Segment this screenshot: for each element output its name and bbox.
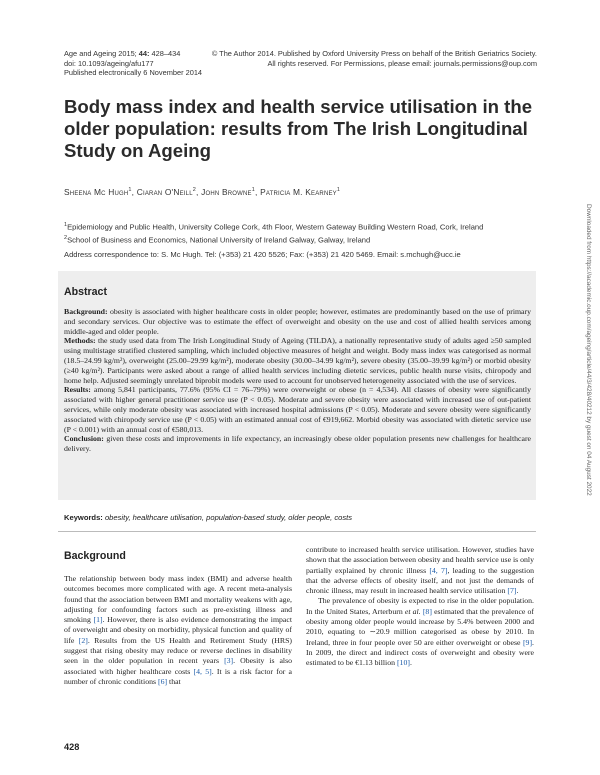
abstract-section [64,434,531,454]
copyright-block [212,49,537,68]
body-paragraph [64,574,292,687]
body-text: . In 2009, the direct and indirect costs of overweight and obesity were estimated to be €1.13 billion [306,637,534,668]
body-text: that [167,676,181,686]
body-text: et al. [404,606,421,616]
author-name: Patricia M. Kearney [260,187,337,197]
affiliation-line [64,220,483,233]
abstract-section-label: Conclusion: [64,434,104,444]
citation-link[interactable]: [3] [224,656,234,666]
keywords [64,513,531,522]
abstract-section [64,336,531,385]
affiliation-text: School of Business and Economics, National University of Ireland Galway, Galway, Ireland [67,235,371,245]
doi[interactable]: doi: 10.1093/ageing/afu177 [64,58,154,68]
author-name: John Browne [201,187,252,197]
body-text: . [516,586,519,596]
journal-citation-block [64,49,202,78]
author-name: Ciaran O'Neill [136,187,193,197]
abstract-section [64,307,531,336]
citation-link[interactable]: [1] [93,615,103,625]
correspondence: Address correspondence to: S. Mc Hugh. Tel: (+353) 21 420 5526; Fax: (+353) 21 420 5469. Email: s.mchugh@ucc.ie [64,250,461,259]
author-list: Sheena Mc Hugh$^1$, Ciaran O'Neill$^2$, John Browne$^1$, Patricia M. Kearney$^1$ [64,187,341,197]
body-paragraph [306,545,534,596]
body-text: contribute to increased health service utilisation. However, studies have shown that the association between obesity and health service use is only partially explained by chronic illness [306,545,535,575]
body-text: The prevalence of obesity is expected to rise in the older population. In the United States, Arterburn [306,596,534,616]
abstract-section-text: the study used data from The Irish Longitudinal Study of Ageing (TILDA), a nationally representative study of adults aged ≥50 sampled using multistage stratified clustered sampling, which included objective measures of height and weight. Body mass index was categorised as normal (18.5–24.99 kg/m²), overweight (25.00–29.99 kg/m²), moderate obesity (30.00–34.99 kg/m²), severe obesity (35.00–39.99 kg/m²) or morbid obesity (≥40 kg/m²). Participants were asked about a range of allied health services including dietetic services, public health nurse visits, chiropody and home help. Adjusted seemingly unrelated biprobit models were used to account for unobserved heterogeneity associated with the use of services. [64,336,531,385]
rights: All rights reserved. For Permissions, please email: journals.permissions@oup.com [267,58,537,68]
citation-link[interactable]: [2] [78,635,88,645]
body-text: . Results from the US Health and Retirement Study (HRS) suggest that rising obesity may reduce or reverse declines in disability seen in the older population in recent years [64,635,292,666]
divider [58,531,536,532]
affiliation-line [64,233,483,246]
body-paragraph [306,596,534,668]
affiliation-mark: 1 [64,222,68,228]
citation-link[interactable]: [4, 7] [429,565,448,575]
citation-link[interactable]: [8] [422,606,432,616]
author-name: Sheena Mc Hugh [64,187,129,197]
body-text: . However, there is also evidence demonstrating the impact of overweight and obesity on morbidity, physical function and quality of life [64,615,292,645]
citation-link[interactable]: [9] [522,637,533,647]
body-text: . Obesity is also associated with higher healthcare costs [64,656,293,676]
copyright: © The Author 2014. Published by Oxford University Press on behalf of the British Geriatrics Society. [211,49,537,58]
download-watermark [583,204,593,534]
author-affiliation-mark: 2 [192,187,197,194]
abstract-section-text: obesity is associated with higher healthcare costs in older people; however, estimates are predominantly based on the use of primary and secondary services. Our objective was to estimate the effect of overweight and obesity on the use and cost of allied health services among middle-aged and older people. [64,307,531,336]
citation-link[interactable]: [4, 5] [193,666,212,676]
body-text: estimated that the prevalence of obesity among older people would increase by 5.4% between 2000 and 2010, equating to ∼20.9 million categorised as obese by 2010. In Ireland, three in four people over 50 are either overweight or obese [306,606,535,647]
citation-link[interactable]: [6] [157,676,168,686]
body-text: . [409,658,412,668]
abstract-section-label: Results: [64,385,91,395]
download-watermark-text: Downloaded from https://academic.oup.com/ageing/article/44/3/428/40212 by guest on 04 August 2022 [585,204,592,496]
abstract-section [64,385,531,434]
body-text: The relationship between body mass index (BMI) and adverse health outcomes becomes more complicated with age. A recent meta-analysis found that the association between BMI and mortality weakens with age, adjusting for confounding factors such as pre-existing illness and smoking [64,574,292,625]
author-affiliation-mark: 1 [336,187,341,194]
published-date: Published electronically 6 November 2014 [64,68,203,78]
section-heading-background: Background [64,550,126,562]
author-affiliation-mark: 1 [128,187,132,194]
abstract-section-text: given these costs and improvements in life expectancy, an increasingly obese older population presents new challenges for healthcare delivery. [64,434,531,454]
body-column-right [306,545,534,669]
citation-link[interactable]: [7] [507,586,517,596]
article-title: Body mass index and health service utilisation in the older population: results from The Irish Longitudinal Study on Ageing [64,96,533,161]
abstract-body [64,307,531,454]
journal-citation: Age and Ageing 2015; 44: 428–434 [64,49,181,58]
abstract-section-label: Background: [64,307,108,316]
abstract-heading: Abstract [64,286,107,298]
citation-link[interactable]: [10] [396,658,410,668]
affiliation-text: Epidemiology and Public Health, University College Cork, 4th Floor, Western Gateway Building Western Road, Cork, Ireland [67,222,484,232]
affiliations [64,220,483,246]
author-affiliation-mark: 1 [251,187,255,194]
page-number: 428 [64,742,80,752]
body-column-left [64,574,292,687]
abstract-section-text: among 5,841 participants, 77.6% (95% CI = 76–79%) were overweight or obese (n = 4,534). All classes of obesity were significantly associated with higher general practitioner service use (P < 0.05). Moderate and severe obesity were associated with increased use of out-patient services, while only moderate obesity was associated with increased hospital admissions (P < 0.05). Moderate and severe obesity were significantly associated with chiropody service use (P < 0.05) with an estimated annual cost of €919,662. Morbid obesity was associated with dietetic service use (P < 0.001) with an annual cost of €580,013. [64,385,531,434]
abstract-section-label: Methods: [64,336,96,346]
body-text: . It is a risk factor for a number of chronic conditions [64,666,292,686]
keywords-label: Keywords: [64,513,103,522]
keywords-list: obesity, healthcare utilisation, population-based study, older people, costs [104,513,353,522]
body-text: , leading to the suggestion that the adverse effects of obesity itself, and not just the demands of chronic illness, may result in increased health service utilisation [306,565,535,596]
affiliation-mark: 2 [64,234,68,241]
